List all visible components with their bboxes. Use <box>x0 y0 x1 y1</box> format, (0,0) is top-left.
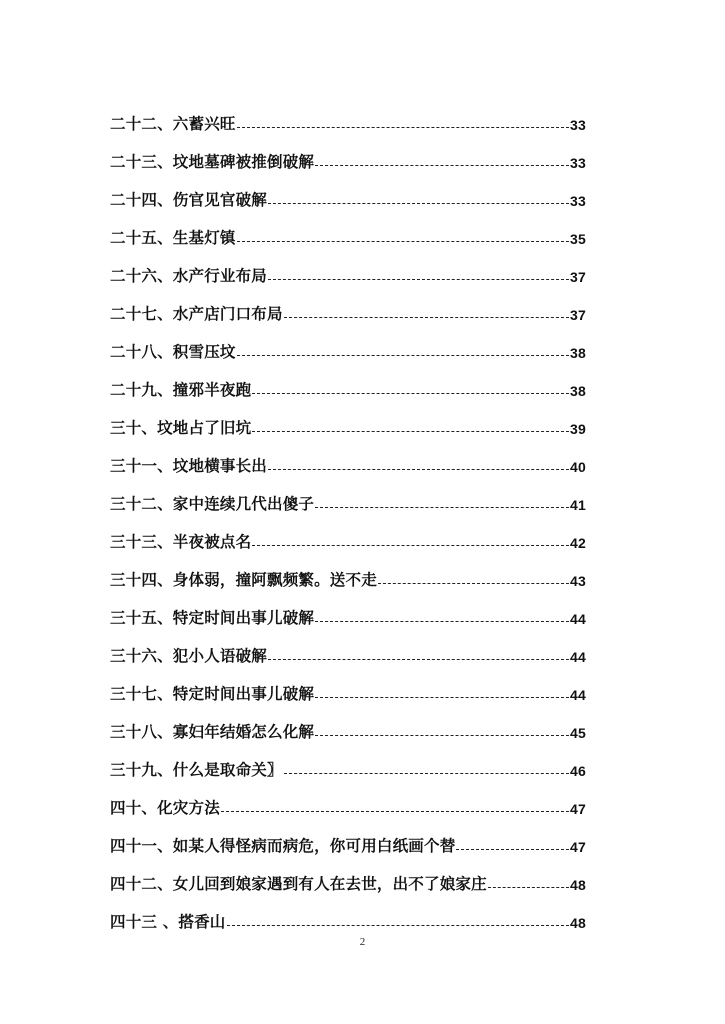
toc-entry[interactable] <box>110 400 586 438</box>
toc-leader-dashes <box>268 203 569 204</box>
toc-leader-dashes <box>456 849 569 850</box>
toc-entry-page-number: 42 <box>570 535 586 551</box>
toc-entry-title: 二十二、六蓄兴旺 <box>110 115 236 133</box>
toc-leader-dashes <box>315 697 569 698</box>
toc-entry-page-number: 38 <box>570 383 586 399</box>
toc-leader-dashes <box>488 887 569 888</box>
toc-entry-title: 四十三 、搭香山 <box>110 913 226 931</box>
toc-leader-dashes <box>252 545 569 546</box>
toc-entry[interactable] <box>110 286 586 324</box>
toc-entry-title: 三十四、身体弱，撞阿飘频繁。送不走 <box>110 571 377 589</box>
toc-entry[interactable] <box>110 476 586 514</box>
toc-entry[interactable] <box>110 856 586 894</box>
toc-leader-dashes <box>284 317 569 318</box>
toc-entry-page-number: 33 <box>570 155 586 171</box>
page-number: 2 <box>359 936 366 948</box>
toc-leader-dashes <box>252 393 569 394</box>
toc-entry-title: 三十六、犯小人语破解 <box>110 647 268 665</box>
toc-entry-page-number: 39 <box>570 421 586 437</box>
toc-entry[interactable] <box>110 172 586 210</box>
toc-leader-dashes <box>268 659 569 660</box>
toc-leader-dashes <box>237 127 569 128</box>
toc-entry-page-number: 37 <box>570 307 586 323</box>
toc-entry-title: 四十一、如某人得怪病而病危，你可用白纸画个替 <box>110 837 456 855</box>
toc-entry-title: 二十六、水产行业布局 <box>110 267 268 285</box>
toc-entry-page-number: 48 <box>570 877 586 893</box>
toc-entry-title: 二十五、生基灯镇 <box>110 229 236 247</box>
toc-entry-page-number: 48 <box>570 915 586 931</box>
toc-entry-title: 四十、化灾方法 <box>110 799 220 817</box>
toc-entry-title: 三十一、坟地横事长出 <box>110 457 268 475</box>
toc-entry-page-number: 44 <box>570 687 586 703</box>
toc-entry[interactable] <box>110 96 586 134</box>
toc-entry-title: 三十五、特定时间出事儿破解 <box>110 609 315 627</box>
toc-leader-dashes <box>315 165 569 166</box>
toc-entry-title: 三十二、家中连续几代出傻子 <box>110 495 315 513</box>
toc-entry-title: 二十九、撞邪半夜跑 <box>110 381 252 399</box>
toc-entry[interactable] <box>110 552 586 590</box>
toc-entry[interactable] <box>110 704 586 742</box>
toc-entry-title: 三十九、什么是取命关〗 <box>110 761 283 779</box>
toc-entry-title: 二十四、伤官见官破解 <box>110 191 268 209</box>
table-of-contents <box>110 96 586 932</box>
toc-leader-dashes <box>315 507 569 508</box>
toc-entry-page-number: 33 <box>570 193 586 209</box>
toc-entry[interactable] <box>110 514 586 552</box>
toc-entry-title: 三十七、特定时间出事儿破解 <box>110 685 315 703</box>
toc-entry-page-number: 41 <box>570 497 586 513</box>
toc-leader-dashes <box>315 621 569 622</box>
toc-leader-dashes <box>237 355 569 356</box>
toc-entry[interactable] <box>110 780 586 818</box>
toc-entry-page-number: 37 <box>570 269 586 285</box>
toc-leader-dashes <box>268 469 569 470</box>
toc-entry-page-number: 40 <box>570 459 586 475</box>
toc-entry-page-number: 35 <box>570 231 586 247</box>
toc-entry-title: 二十八、积雪压坟 <box>110 343 236 361</box>
toc-entry[interactable] <box>110 666 586 704</box>
toc-entry-title: 二十三、坟地墓碑被推倒破解 <box>110 153 315 171</box>
toc-entry-title: 二十七、水产店门口布局 <box>110 305 283 323</box>
toc-entry[interactable] <box>110 134 586 172</box>
toc-entry[interactable] <box>110 628 586 666</box>
toc-entry[interactable] <box>110 438 586 476</box>
toc-leader-dashes <box>315 735 569 736</box>
toc-entry-page-number: 45 <box>570 725 586 741</box>
toc-leader-dashes <box>378 583 569 584</box>
toc-leader-dashes <box>252 431 569 432</box>
toc-entry-page-number: 43 <box>570 573 586 589</box>
toc-leader-dashes <box>221 811 569 812</box>
toc-leader-dashes <box>284 773 569 774</box>
toc-entry[interactable] <box>110 362 586 400</box>
toc-entry-page-number: 47 <box>570 839 586 855</box>
toc-entry[interactable] <box>110 742 586 780</box>
toc-entry[interactable] <box>110 324 586 362</box>
toc-entry[interactable] <box>110 894 586 932</box>
toc-entry-page-number: 44 <box>570 649 586 665</box>
toc-entry-page-number: 44 <box>570 611 586 627</box>
toc-entry-title: 三十三、半夜被点名 <box>110 533 252 551</box>
toc-entry[interactable] <box>110 248 586 286</box>
toc-leader-dashes <box>268 279 569 280</box>
toc-entry-title: 三十八、寡妇年结婚怎么化解 <box>110 723 315 741</box>
toc-entry-page-number: 38 <box>570 345 586 361</box>
toc-leader-dashes <box>237 241 569 242</box>
toc-entry[interactable] <box>110 590 586 628</box>
toc-entry-page-number: 46 <box>570 763 586 779</box>
toc-leader-dashes <box>227 925 570 926</box>
toc-entry[interactable] <box>110 818 586 856</box>
toc-entry[interactable] <box>110 210 586 248</box>
toc-entry-page-number: 47 <box>570 801 586 817</box>
toc-entry-page-number: 33 <box>570 117 586 133</box>
toc-entry-title: 四十二、女儿回到娘家遇到有人在去世，出不了娘家庄 <box>110 875 487 893</box>
toc-entry-title: 三十、坟地占了旧坑 <box>110 419 252 437</box>
